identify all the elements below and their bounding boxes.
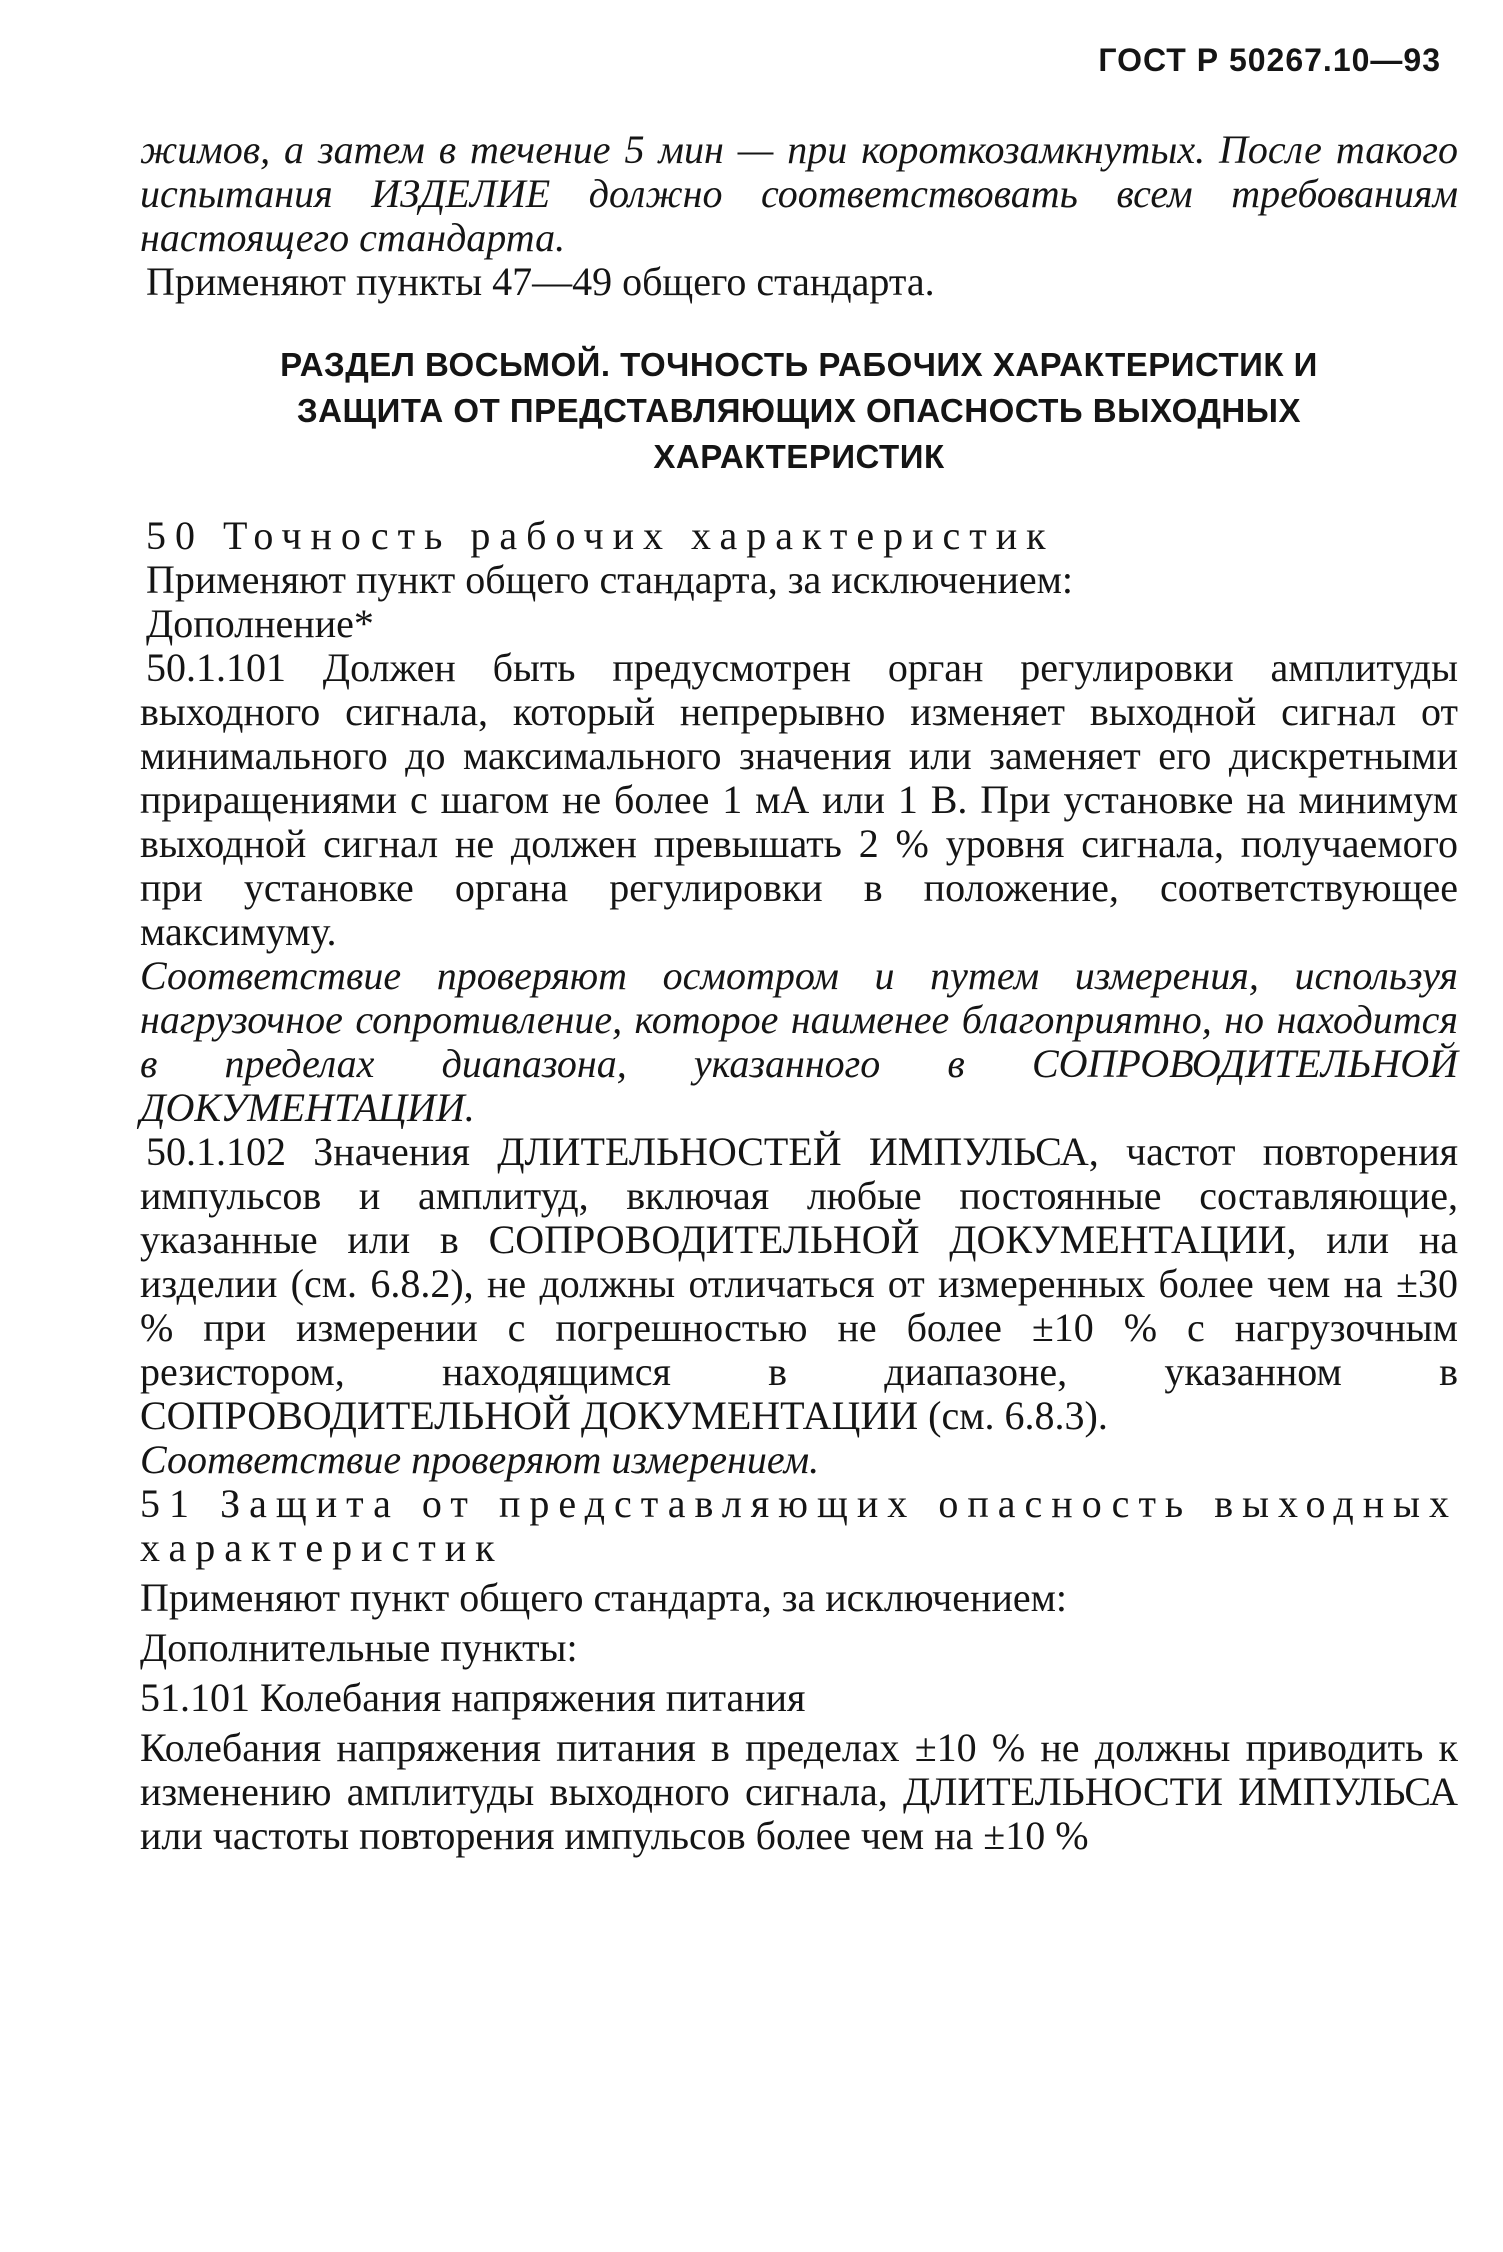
clause-51-apply: Применяют пункт общего стандарта, за исключением: bbox=[140, 1575, 1068, 1620]
page-header-doc-number: ГОСТ Р 50267.10—93 bbox=[1098, 42, 1441, 78]
clause-51-101-title: 51.101 Колебания напряжения питания bbox=[140, 1675, 806, 1720]
clause-51-additional: Дополнительные пункты: bbox=[140, 1625, 578, 1670]
paragraph-applies-47-49: Применяют пункты 47—49 общего стандарта. bbox=[146, 259, 935, 304]
clause-50-title: 50 Точность рабочих характеристик bbox=[146, 513, 1055, 558]
clause-50-1-101-check: Соответствие проверяют осмотром и путем измерения, используя нагрузочное сопротивление, которое наименее благоприятно, но находится в пределах диапазона, указанного в СОПРОВОДИТЕЛЬНОЙ ДОКУМЕНТАЦИИ. bbox=[140, 953, 1458, 1130]
document-body bbox=[140, 128, 1458, 1858]
clause-50-1-102: 50.1.102 Значения ДЛИТЕЛЬНОСТЕЙ ИМПУЛЬСА, частот повторения импульсов и амплитуд, включая любые постоянные составляющие, указанные или в СОПРОВОДИТЕЛЬНОЙ ДОКУМЕНТАЦИИ, или на изделии (см. 6.8.2), не должны отличаться от измеренных более чем на ±30 % при измерении с погрешностью не более ±10 % с нагрузочным резистором, находящимся в диапазоне, указанном в СОПРОВОДИТЕЛЬНОЙ ДОКУМЕНТАЦИИ (см. 6.8.3). bbox=[140, 1129, 1458, 1438]
section-heading: РАЗДЕЛ ВОСЬМОЙ. ТОЧНОСТЬ РАБОЧИХ ХАРАКТЕРИСТИК И ЗАЩИТА ОТ ПРЕДСТАВЛЯЮЩИХ ОПАСНОСТЬ ВЫХОДНЫХ ХАРАКТЕРИСТИК bbox=[280, 346, 1318, 475]
clause-50-apply: Применяют пункт общего стандарта, за исключением: bbox=[146, 557, 1074, 602]
paragraph-continuation: жимов, а затем в течение 5 мин — при короткозамкнутых. После такого испытания ИЗДЕЛИЕ должно соответствовать всем требованиям настоящего стандарта. bbox=[140, 127, 1458, 260]
clause-50-addition: Дополнение* bbox=[146, 601, 374, 646]
clause-51-title: 51 Защита от представляющих опасность выходных характеристик bbox=[140, 1481, 1458, 1570]
clause-51-101-text: Колебания напряжения питания в пределах ±10 % не должны приводить к изменению амплитуды выходного сигнала, ДЛИТЕЛЬНОСТИ ИМПУЛЬСА или частоты повторения импульсов более чем на ±10 % bbox=[140, 1725, 1458, 1858]
clause-50-1-101: 50.1.101 Должен быть предусмотрен орган регулировки амплитуды выходного сигнала, который непрерывно изменяет выходной сигнал от минимального до максимального значения или заменяет его дискретными приращениями с шагом не более 1 мА или 1 В. При установке на минимум выходной сигнал не должен превышать 2 % уровня сигнала, получаемого при установке органа регулировки в положение, соответствующее максимуму. bbox=[140, 645, 1458, 954]
clause-50-1-102-check: Соответствие проверяют измерением. bbox=[140, 1437, 820, 1482]
